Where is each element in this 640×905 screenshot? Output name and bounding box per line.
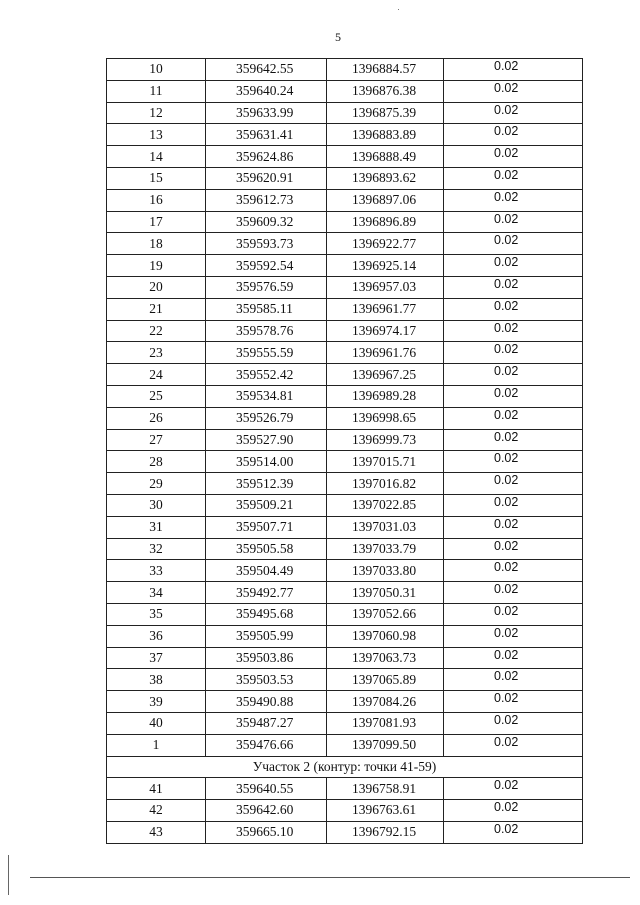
- table-row: [107, 189, 583, 211]
- point-number-cell: 35: [107, 603, 206, 625]
- precision-cell: 0.02: [444, 647, 583, 669]
- y-coordinate-cell: 1397099.50: [327, 734, 444, 756]
- point-number-cell: 41: [107, 778, 206, 800]
- point-number-cell: 42: [107, 800, 206, 822]
- table-row: [107, 603, 583, 625]
- point-number-cell: 18: [107, 233, 206, 255]
- y-coordinate-cell: 1397016.82: [327, 473, 444, 495]
- table-row: [107, 407, 583, 429]
- table-row: [107, 800, 583, 822]
- table-row: [107, 516, 583, 538]
- x-coordinate-cell: 359476.66: [206, 734, 327, 756]
- y-coordinate-cell: 1396961.77: [327, 298, 444, 320]
- precision-cell: 0.02: [444, 582, 583, 604]
- table-row: [107, 691, 583, 713]
- coordinates-table-body: [107, 59, 583, 844]
- y-coordinate-cell: 1397084.26: [327, 691, 444, 713]
- x-coordinate-cell: 359642.55: [206, 59, 327, 81]
- table-row: [107, 59, 583, 81]
- y-coordinate-cell: 1396967.25: [327, 364, 444, 386]
- precision-cell: 0.02: [444, 385, 583, 407]
- x-coordinate-cell: 359555.59: [206, 342, 327, 364]
- y-coordinate-cell: 1397065.89: [327, 669, 444, 691]
- precision-cell: 0.02: [444, 429, 583, 451]
- x-coordinate-cell: 359640.55: [206, 778, 327, 800]
- y-coordinate-cell: 1397015.71: [327, 451, 444, 473]
- x-coordinate-cell: 359620.91: [206, 167, 327, 189]
- table-row: [107, 625, 583, 647]
- x-coordinate-cell: 359527.90: [206, 429, 327, 451]
- y-coordinate-cell: 1396763.61: [327, 800, 444, 822]
- x-coordinate-cell: 359487.27: [206, 712, 327, 734]
- x-coordinate-cell: 359585.11: [206, 298, 327, 320]
- y-coordinate-cell: 1396896.89: [327, 211, 444, 233]
- table-row: [107, 298, 583, 320]
- table-row: [107, 778, 583, 800]
- point-number-cell: 20: [107, 276, 206, 298]
- y-coordinate-cell: 1396961.76: [327, 342, 444, 364]
- y-coordinate-cell: 1396998.65: [327, 407, 444, 429]
- precision-cell: 0.02: [444, 211, 583, 233]
- precision-cell: 0.02: [444, 800, 583, 822]
- x-coordinate-cell: 359503.53: [206, 669, 327, 691]
- y-coordinate-cell: 1396974.17: [327, 320, 444, 342]
- precision-cell: 0.02: [444, 821, 583, 843]
- point-number-cell: 30: [107, 494, 206, 516]
- x-coordinate-cell: 359609.32: [206, 211, 327, 233]
- precision-cell: 0.02: [444, 473, 583, 495]
- scan-artifact: [398, 9, 399, 10]
- point-number-cell: 14: [107, 146, 206, 168]
- table-row: [107, 167, 583, 189]
- section-row: [107, 756, 583, 778]
- precision-cell: 0.02: [444, 233, 583, 255]
- precision-cell: 0.02: [444, 451, 583, 473]
- y-coordinate-cell: 1396758.91: [327, 778, 444, 800]
- precision-cell: 0.02: [444, 778, 583, 800]
- point-number-cell: 33: [107, 560, 206, 582]
- table-row: [107, 451, 583, 473]
- x-coordinate-cell: 359514.00: [206, 451, 327, 473]
- precision-cell: 0.02: [444, 364, 583, 386]
- precision-cell: 0.02: [444, 146, 583, 168]
- point-number-cell: 15: [107, 167, 206, 189]
- y-coordinate-cell: 1397033.79: [327, 538, 444, 560]
- point-number-cell: 29: [107, 473, 206, 495]
- precision-cell: 0.02: [444, 189, 583, 211]
- x-coordinate-cell: 359612.73: [206, 189, 327, 211]
- y-coordinate-cell: 1396989.28: [327, 385, 444, 407]
- point-number-cell: 38: [107, 669, 206, 691]
- table-row: [107, 364, 583, 386]
- x-coordinate-cell: 359592.54: [206, 255, 327, 277]
- table-row: [107, 429, 583, 451]
- x-coordinate-cell: 359633.99: [206, 102, 327, 124]
- point-number-cell: 22: [107, 320, 206, 342]
- y-coordinate-cell: 1396922.77: [327, 233, 444, 255]
- table-row: [107, 233, 583, 255]
- x-coordinate-cell: 359578.76: [206, 320, 327, 342]
- precision-cell: 0.02: [444, 734, 583, 756]
- table-row: [107, 320, 583, 342]
- precision-cell: 0.02: [444, 407, 583, 429]
- point-number-cell: 21: [107, 298, 206, 320]
- y-coordinate-cell: 1397052.66: [327, 603, 444, 625]
- y-coordinate-cell: 1396893.62: [327, 167, 444, 189]
- table-row: [107, 712, 583, 734]
- table-row: [107, 647, 583, 669]
- precision-cell: 0.02: [444, 80, 583, 102]
- point-number-cell: 16: [107, 189, 206, 211]
- point-number-cell: 19: [107, 255, 206, 277]
- x-coordinate-cell: 359505.99: [206, 625, 327, 647]
- precision-cell: 0.02: [444, 625, 583, 647]
- x-coordinate-cell: 359640.24: [206, 80, 327, 102]
- point-number-cell: 26: [107, 407, 206, 429]
- x-coordinate-cell: 359495.68: [206, 603, 327, 625]
- y-coordinate-cell: 1397033.80: [327, 560, 444, 582]
- point-number-cell: 32: [107, 538, 206, 560]
- table-row: [107, 255, 583, 277]
- x-coordinate-cell: 359505.58: [206, 538, 327, 560]
- point-number-cell: 43: [107, 821, 206, 843]
- scan-edge-line: [30, 877, 630, 878]
- x-coordinate-cell: 359492.77: [206, 582, 327, 604]
- section-title: Участок 2 (контур: точки 41-59): [107, 756, 583, 778]
- table-row: [107, 734, 583, 756]
- scan-edge-mark: [8, 855, 9, 895]
- precision-cell: 0.02: [444, 255, 583, 277]
- point-number-cell: 27: [107, 429, 206, 451]
- table-row: [107, 494, 583, 516]
- point-number-cell: 36: [107, 625, 206, 647]
- y-coordinate-cell: 1396792.15: [327, 821, 444, 843]
- precision-cell: 0.02: [444, 538, 583, 560]
- table-row: [107, 538, 583, 560]
- point-number-cell: 31: [107, 516, 206, 538]
- y-coordinate-cell: 1396925.14: [327, 255, 444, 277]
- page-number: 5: [335, 30, 341, 44]
- table-row: [107, 276, 583, 298]
- table-row: [107, 385, 583, 407]
- precision-cell: 0.02: [444, 102, 583, 124]
- y-coordinate-cell: 1396883.89: [327, 124, 444, 146]
- precision-cell: 0.02: [444, 691, 583, 713]
- precision-cell: 0.02: [444, 320, 583, 342]
- x-coordinate-cell: 359631.41: [206, 124, 327, 146]
- x-coordinate-cell: 359642.60: [206, 800, 327, 822]
- y-coordinate-cell: 1396897.06: [327, 189, 444, 211]
- table-row: [107, 211, 583, 233]
- y-coordinate-cell: 1396888.49: [327, 146, 444, 168]
- precision-cell: 0.02: [444, 669, 583, 691]
- precision-cell: 0.02: [444, 494, 583, 516]
- point-number-cell: 11: [107, 80, 206, 102]
- x-coordinate-cell: 359504.49: [206, 560, 327, 582]
- y-coordinate-cell: 1397063.73: [327, 647, 444, 669]
- x-coordinate-cell: 359503.86: [206, 647, 327, 669]
- precision-cell: 0.02: [444, 298, 583, 320]
- y-coordinate-cell: 1397081.93: [327, 712, 444, 734]
- y-coordinate-cell: 1396875.39: [327, 102, 444, 124]
- y-coordinate-cell: 1396999.73: [327, 429, 444, 451]
- point-number-cell: 25: [107, 385, 206, 407]
- table-row: [107, 669, 583, 691]
- table-row: [107, 582, 583, 604]
- coordinates-table: [106, 58, 583, 844]
- y-coordinate-cell: 1397022.85: [327, 494, 444, 516]
- table-row: [107, 80, 583, 102]
- table-row: [107, 560, 583, 582]
- point-number-cell: 24: [107, 364, 206, 386]
- point-number-cell: 40: [107, 712, 206, 734]
- precision-cell: 0.02: [444, 516, 583, 538]
- point-number-cell: 1: [107, 734, 206, 756]
- x-coordinate-cell: 359490.88: [206, 691, 327, 713]
- point-number-cell: 10: [107, 59, 206, 81]
- x-coordinate-cell: 359509.21: [206, 494, 327, 516]
- precision-cell: 0.02: [444, 124, 583, 146]
- y-coordinate-cell: 1397050.31: [327, 582, 444, 604]
- precision-cell: 0.02: [444, 167, 583, 189]
- y-coordinate-cell: 1396884.57: [327, 59, 444, 81]
- point-number-cell: 37: [107, 647, 206, 669]
- precision-cell: 0.02: [444, 342, 583, 364]
- point-number-cell: 34: [107, 582, 206, 604]
- x-coordinate-cell: 359665.10: [206, 821, 327, 843]
- precision-cell: 0.02: [444, 603, 583, 625]
- x-coordinate-cell: 359576.59: [206, 276, 327, 298]
- point-number-cell: 13: [107, 124, 206, 146]
- table-row: [107, 146, 583, 168]
- precision-cell: 0.02: [444, 276, 583, 298]
- table-row: [107, 473, 583, 495]
- table-row: [107, 821, 583, 843]
- point-number-cell: 23: [107, 342, 206, 364]
- point-number-cell: 17: [107, 211, 206, 233]
- y-coordinate-cell: 1397060.98: [327, 625, 444, 647]
- x-coordinate-cell: 359512.39: [206, 473, 327, 495]
- point-number-cell: 12: [107, 102, 206, 124]
- table-row: [107, 342, 583, 364]
- point-number-cell: 39: [107, 691, 206, 713]
- precision-cell: 0.02: [444, 59, 583, 81]
- x-coordinate-cell: 359593.73: [206, 233, 327, 255]
- x-coordinate-cell: 359624.86: [206, 146, 327, 168]
- x-coordinate-cell: 359552.42: [206, 364, 327, 386]
- y-coordinate-cell: 1396957.03: [327, 276, 444, 298]
- y-coordinate-cell: 1397031.03: [327, 516, 444, 538]
- point-number-cell: 28: [107, 451, 206, 473]
- x-coordinate-cell: 359507.71: [206, 516, 327, 538]
- y-coordinate-cell: 1396876.38: [327, 80, 444, 102]
- precision-cell: 0.02: [444, 712, 583, 734]
- x-coordinate-cell: 359526.79: [206, 407, 327, 429]
- x-coordinate-cell: 359534.81: [206, 385, 327, 407]
- precision-cell: 0.02: [444, 560, 583, 582]
- table-row: [107, 124, 583, 146]
- table-row: [107, 102, 583, 124]
